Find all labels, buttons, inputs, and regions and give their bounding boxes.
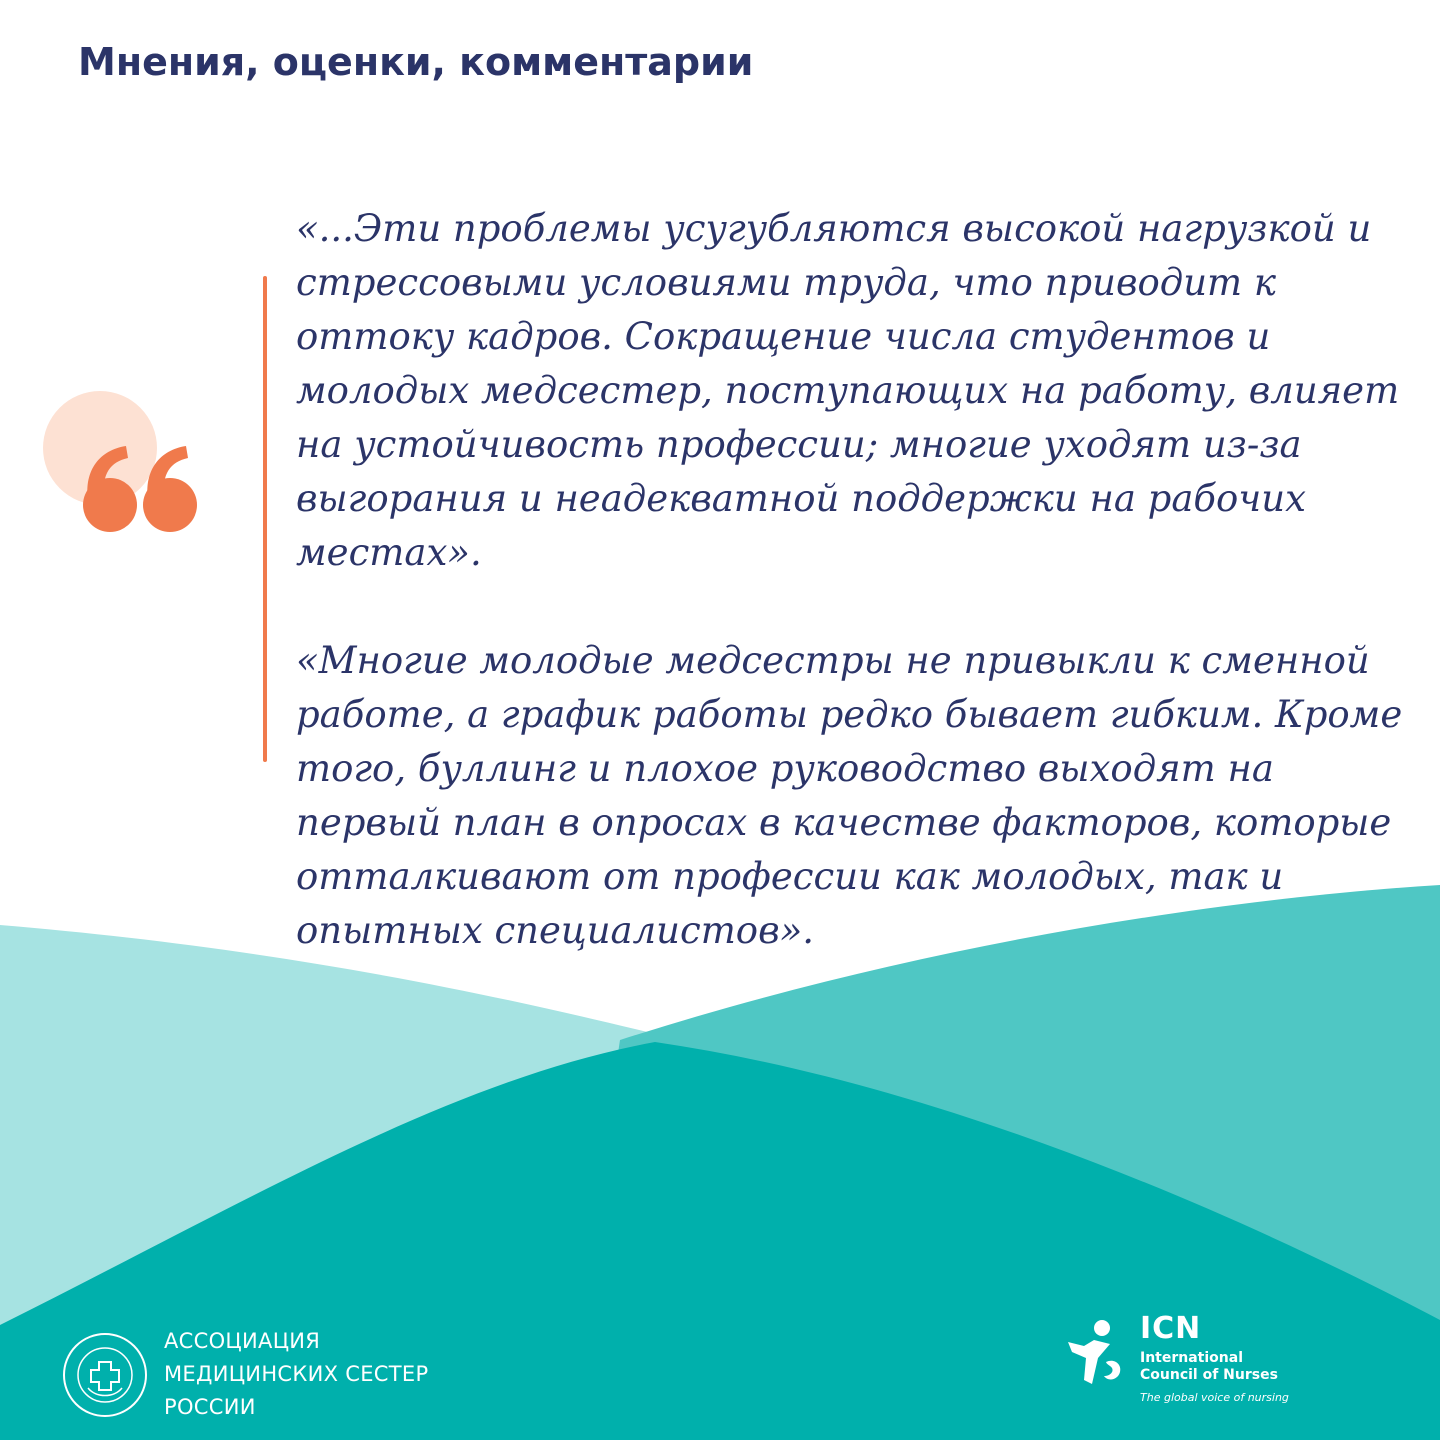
icn-tagline: The global voice of nursing	[1140, 1391, 1289, 1404]
association-line: МЕДИЦИНСКИХ СЕСТЕР	[164, 1362, 429, 1386]
icn-name-line: Council of Nurses	[1140, 1367, 1278, 1383]
page-title: Мнения, оценки, комментарии	[78, 40, 754, 84]
icn-text	[1140, 1312, 1289, 1404]
icn-logo	[1064, 1312, 1289, 1404]
icn-figure-icon	[1064, 1318, 1126, 1388]
icn-abbr: ICN	[1140, 1311, 1202, 1346]
amc-seal-icon	[62, 1332, 148, 1418]
quote-text: «Многие молодые медсестры не привыкли к сменной работе, а график работы редко бывает гибким. Кроме того, буллинг и плохое руководство выходят на первый план в опросах в качестве факторов, которые отталкивают от профессии как молодых, так и опытных специалистов».	[296, 639, 1403, 952]
quote-block	[296, 202, 1416, 958]
association-name	[164, 1325, 428, 1424]
icn-name-line: International	[1140, 1350, 1244, 1366]
quote-text: «...Эти проблемы усугубляются высокой нагрузкой и стрессовыми условиями труда, что приводит к оттоку кадров. Сокращение числа студентов и молодых медсестер, поступающих на работу, влияет на устойчивость профессии; многие уходят из-за выгорания и неадекватной поддержки на рабочих местах».	[296, 207, 1400, 574]
association-logo	[62, 1325, 428, 1424]
association-line: РОССИИ	[164, 1395, 256, 1419]
association-line: АССОЦИАЦИЯ	[164, 1329, 321, 1353]
